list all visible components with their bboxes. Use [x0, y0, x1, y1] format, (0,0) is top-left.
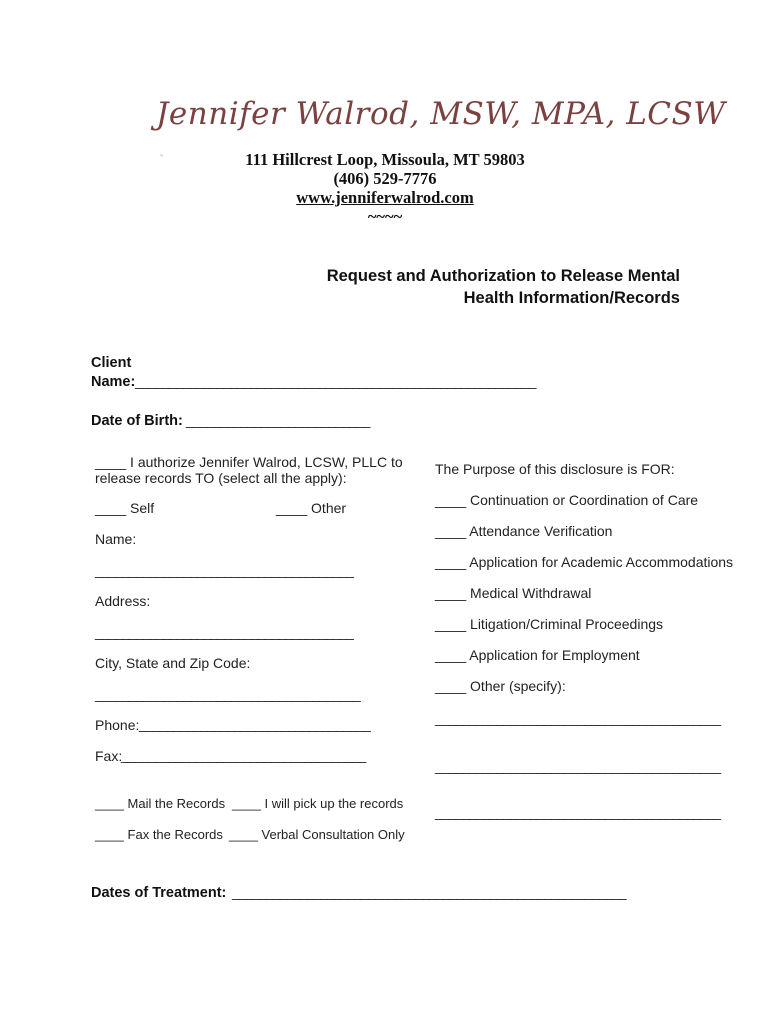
- recipient-address-field[interactable]: ______________________________________: [95, 624, 353, 640]
- treatment-dates-field[interactable]: __________________________________________________________: [232, 884, 626, 900]
- recipient-address-label: Address:: [95, 593, 151, 609]
- recipient-phone-field[interactable]: __________________________________: [139, 716, 370, 732]
- recipient-fax-field[interactable]: ____________________________________: [121, 747, 366, 763]
- purpose-academic-checkbox[interactable]: ____ Application for Academic Accommodations: [435, 554, 734, 570]
- dob-label: Date of Birth:: [91, 413, 183, 429]
- form-title-line-1: Request and Authorization to Release Mental: [326, 267, 680, 285]
- recipient-city-field[interactable]: _______________________________________: [95, 686, 360, 702]
- purpose-employment-checkbox[interactable]: ____ Application for Employment: [435, 647, 640, 663]
- pickup-records-checkbox[interactable]: ____ I will pick up the records: [232, 796, 404, 811]
- decorative-mark: ◦: [160, 150, 164, 160]
- other-checkbox[interactable]: ____ Other: [276, 500, 347, 516]
- recipient-phone-label: Phone:: [95, 717, 140, 733]
- purpose-other-checkbox[interactable]: ____ Other (specify):: [435, 678, 566, 694]
- letterhead-address: 111 Hillcrest Loop, Missoula, MT 59803: [245, 150, 525, 169]
- recipient-city-label: City, State and Zip Code:: [95, 655, 251, 671]
- letterhead-name: Jennifer Walrod, MSW, MPA, LCSW: [156, 96, 726, 132]
- purpose-heading: The Purpose of this disclosure is FOR:: [435, 461, 675, 477]
- mail-records-checkbox[interactable]: ____ Mail the Records: [95, 796, 226, 811]
- purpose-litigation-checkbox[interactable]: ____ Litigation/Criminal Proceedings: [435, 616, 664, 632]
- letterhead-phone: (406) 529-7776: [333, 169, 437, 188]
- letterhead-website[interactable]: www.jenniferwalrod.com: [296, 188, 474, 207]
- self-checkbox[interactable]: ____ Self: [95, 500, 155, 516]
- authorize-text-2: release records TO (select all the apply):: [95, 470, 347, 486]
- client-name-label: Name:: [91, 374, 136, 390]
- authorize-text-1: ____ I authorize Jennifer Walrod, LCSW, PLLC to: [95, 454, 403, 470]
- form-title: [327, 265, 680, 309]
- recipient-fax-label: Fax:: [95, 748, 123, 764]
- purpose-withdrawal-checkbox[interactable]: ____ Medical Withdrawal: [435, 585, 592, 601]
- purpose-continuation-checkbox[interactable]: ____ Continuation or Coordination of Care: [435, 492, 699, 508]
- recipient-name-label: Name:: [95, 531, 137, 547]
- verbal-consultation-checkbox[interactable]: ____ Verbal Consultation Only: [229, 827, 405, 842]
- client-label: Client: [91, 355, 132, 371]
- purpose-attendance-checkbox[interactable]: ____ Attendance Verification: [435, 523, 613, 539]
- treatment-dates-label: Dates of Treatment:: [91, 885, 227, 901]
- purpose-other-line-1[interactable]: __________________________________________: [435, 710, 721, 726]
- client-name-field[interactable]: ___________________________________________________________: [135, 373, 536, 389]
- letterhead-divider: ~~~~: [367, 207, 403, 226]
- purpose-other-line-2[interactable]: __________________________________________: [435, 758, 721, 774]
- purpose-other-line-3[interactable]: __________________________________________: [435, 804, 721, 820]
- dob-field[interactable]: ___________________________: [186, 412, 370, 428]
- recipient-name-field[interactable]: ______________________________________: [95, 562, 353, 578]
- form-title-line-2: Health Information/Records: [463, 289, 680, 307]
- fax-records-checkbox[interactable]: ____ Fax the Records: [95, 827, 223, 842]
